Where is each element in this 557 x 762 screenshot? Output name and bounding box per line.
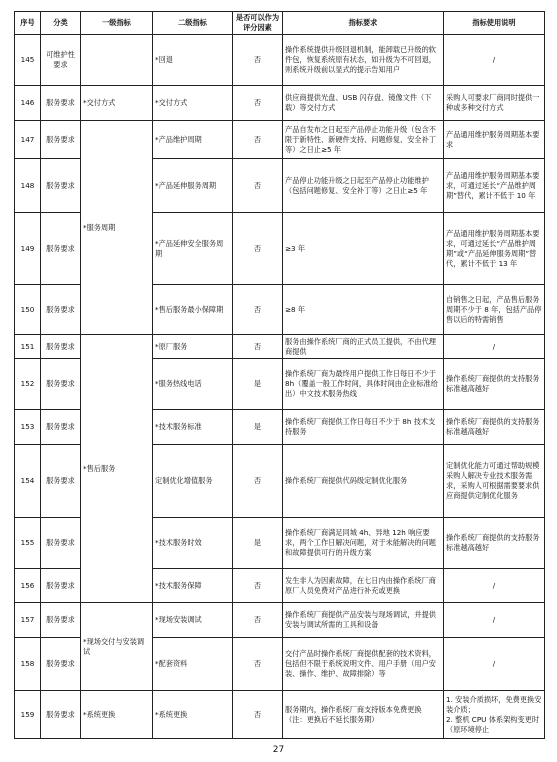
row-usage-note: 1. 安装介质损坏，免费更换安装介质； 2. 整机 CPU 体系架构变更时（原环境停止 (444, 691, 545, 739)
row-category: 服务要求 (41, 569, 81, 603)
row-requirement: 服务由操作系统厂商的正式员工提供，不由代理商提供 (283, 335, 444, 359)
row-num: 154 (15, 445, 41, 518)
row-requirement: ≥3 年 (283, 213, 444, 285)
row-num: 158 (15, 638, 41, 691)
row-usage-note: 自销售之日起，产品售后服务周期不少于 8 年，包括产品停售以后的特需销售 (444, 285, 545, 335)
row-level1: *服务周期 (81, 121, 153, 335)
row-num: 145 (15, 35, 41, 86)
row-scoring-factor: 是 (233, 359, 283, 410)
row-scoring-factor: 否 (233, 285, 283, 335)
row-level2: *技术服务保障 (153, 569, 233, 603)
row-requirement: 服务期内，操作系统厂商支持版本免费更换（注：更换后不延长服务期） (283, 691, 444, 739)
row-level2: *产品延伸安全服务周期 (153, 213, 233, 285)
row-category: 服务要求 (41, 213, 81, 285)
row-scoring-factor: 否 (233, 603, 283, 638)
row-level2: *产品延伸服务周期 (153, 159, 233, 213)
table-row (15, 35, 545, 86)
row-level2: *技术服务标准 (153, 410, 233, 445)
row-usage-note: 定制优化能力可通过帮助规模采购人解决专业技术服务需求，采购人可根据需要要求供应商提供定制优化服务 (444, 445, 545, 518)
row-level1: *交付方式 (81, 86, 153, 121)
row-requirement: 发生非人为因素故障，在七日内由操作系统厂商原厂人员免费对产品进行补充或更换 (283, 569, 444, 603)
row-scoring-factor: 否 (233, 213, 283, 285)
row-usage-note: 产品通用维护服务周期基本要求，可通过延长“产品维护周期”替代，累计不低于 10 年 (444, 159, 545, 213)
row-category: 服务要求 (41, 410, 81, 445)
row-scoring-factor: 否 (233, 35, 283, 86)
row-level2: *系统更换 (153, 691, 233, 739)
row-level1: *现场交付与安装调试 (81, 603, 153, 691)
row-level2: *回退 (153, 35, 233, 86)
row-level2: *产品维护周期 (153, 121, 233, 159)
row-usage-note: / (444, 569, 545, 603)
row-level2: *配套资料 (153, 638, 233, 691)
row-num: 153 (15, 410, 41, 445)
row-requirement: 操作系统厂商提供代码级定制优化服务 (283, 445, 444, 518)
table-row (15, 121, 545, 159)
row-usage-note: 产品通用维护服务周期基本要求 (444, 121, 545, 159)
row-category: 服务要求 (41, 445, 81, 518)
row-category: 服务要求 (41, 638, 81, 691)
row-requirement: 操作系统厂商提供产品安装与现场调试，并提供安装与调试所需的工具和设备 (283, 603, 444, 638)
row-level2: *售后服务最小保障期 (153, 285, 233, 335)
row-scoring-factor: 否 (233, 159, 283, 213)
header-requirement: 指标要求 (283, 12, 444, 35)
header-usage-note: 指标使用说明 (444, 12, 545, 35)
row-usage-note: / (444, 638, 545, 691)
row-usage-note: 操作系统厂商提供的支持服务标准越高越好 (444, 410, 545, 445)
row-level2: 定制优化增值服务 (153, 445, 233, 518)
header-row (15, 12, 545, 35)
row-usage-note: 采购人可要求厂商同时提供一种或多种交付方式 (444, 86, 545, 121)
table-row (15, 335, 545, 359)
row-scoring-factor: 否 (233, 335, 283, 359)
indicator-table (14, 11, 545, 739)
row-requirement: 操作系统厂商提供工作日每日不少于 8h 技术支持服务 (283, 410, 444, 445)
row-requirement: 产品停止功能升级之日起至产品停止功能维护（包括问题修复、安全补丁等）之日止≥5 年 (283, 159, 444, 213)
row-scoring-factor: 否 (233, 569, 283, 603)
row-level2: *服务热线电话 (153, 359, 233, 410)
row-requirement: 操作系统提供升级回退机制，能卸载已升级的软件包，恢复系统原有状态，如升级为不可回退，则系统升级前以显式的提示告知用户 (283, 35, 444, 86)
row-num: 159 (15, 691, 41, 739)
row-level2: *技术服务时效 (153, 518, 233, 569)
row-num: 151 (15, 335, 41, 359)
header-scoring-factor: 是否可以作为评分因素 (233, 12, 283, 35)
row-category: 服务要求 (41, 359, 81, 410)
row-level1: *售后服务 (81, 335, 153, 603)
row-category: 服务要求 (41, 603, 81, 638)
header-num: 序号 (15, 12, 41, 35)
row-usage-note: / (444, 603, 545, 638)
row-level1: *系统更换 (81, 691, 153, 739)
row-usage-note: 操作系统厂商提供的支持服务标准越高越好 (444, 359, 545, 410)
row-num: 147 (15, 121, 41, 159)
row-usage-note: 产品通用维护服务周期基本要求，可通过延长“产品维护周期”或“产品延伸服务周期”替代，累计不低于 13 年 (444, 213, 545, 285)
header-level1: 一级指标 (81, 12, 153, 35)
row-num: 152 (15, 359, 41, 410)
row-num: 146 (15, 86, 41, 121)
row-level2: *原厂服务 (153, 335, 233, 359)
row-category: 服务要求 (41, 121, 81, 159)
row-scoring-factor: 否 (233, 121, 283, 159)
row-scoring-factor: 否 (233, 691, 283, 739)
row-num: 156 (15, 569, 41, 603)
row-usage-note: 操作系统厂商提供的支持服务标准越高越好 (444, 518, 545, 569)
row-level1 (81, 35, 153, 86)
row-num: 157 (15, 603, 41, 638)
row-category: 可维护性要求 (41, 35, 81, 86)
table-row (15, 86, 545, 121)
header-category: 分类 (41, 12, 81, 35)
row-scoring-factor: 否 (233, 638, 283, 691)
table-row (15, 691, 545, 739)
row-requirement: 供应商提供光盘、USB 闪存盘、镜像文件（下载）等交付方式 (283, 86, 444, 121)
row-num: 155 (15, 518, 41, 569)
row-category: 服务要求 (41, 518, 81, 569)
row-scoring-factor: 是 (233, 410, 283, 445)
row-category: 服务要求 (41, 335, 81, 359)
row-requirement: 产品自发布之日起至产品停止功能升级（包含不限于新特性、新硬件支持、问题修复、安全补丁等）之日止≥5 年 (283, 121, 444, 159)
row-level2: *交付方式 (153, 86, 233, 121)
page-number: 27 (272, 745, 285, 755)
row-scoring-factor: 否 (233, 86, 283, 121)
row-requirement: 操作系统厂商为最终用户提供工作日每日不少于 8h（覆盖一般工作时间，具体时间由企业标准给出）中文技术服务热线 (283, 359, 444, 410)
row-num: 150 (15, 285, 41, 335)
row-level2: *现场安装调试 (153, 603, 233, 638)
row-category: 服务要求 (41, 691, 81, 739)
table-row (15, 603, 545, 638)
row-usage-note: / (444, 35, 545, 86)
row-num: 149 (15, 213, 41, 285)
row-requirement: 交付产品时操作系统厂商提供配套的技术资料，包括但不限于系统说明文件、用户手册（用户安装、操作、维护、故障排除）等 (283, 638, 444, 691)
row-usage-note: / (444, 335, 545, 359)
row-scoring-factor: 是 (233, 518, 283, 569)
row-requirement: ≥8 年 (283, 285, 444, 335)
row-scoring-factor: 否 (233, 445, 283, 518)
row-category: 服务要求 (41, 159, 81, 213)
row-num: 148 (15, 159, 41, 213)
row-category: 服务要求 (41, 86, 81, 121)
row-requirement: 操作系统厂商满足同城 4h、异地 12h 响应要求，两个工作日解决问题，对于未能解决的问题和故障提供可行的升级方案 (283, 518, 444, 569)
row-category: 服务要求 (41, 285, 81, 335)
header-level2: 二级指标 (153, 12, 233, 35)
